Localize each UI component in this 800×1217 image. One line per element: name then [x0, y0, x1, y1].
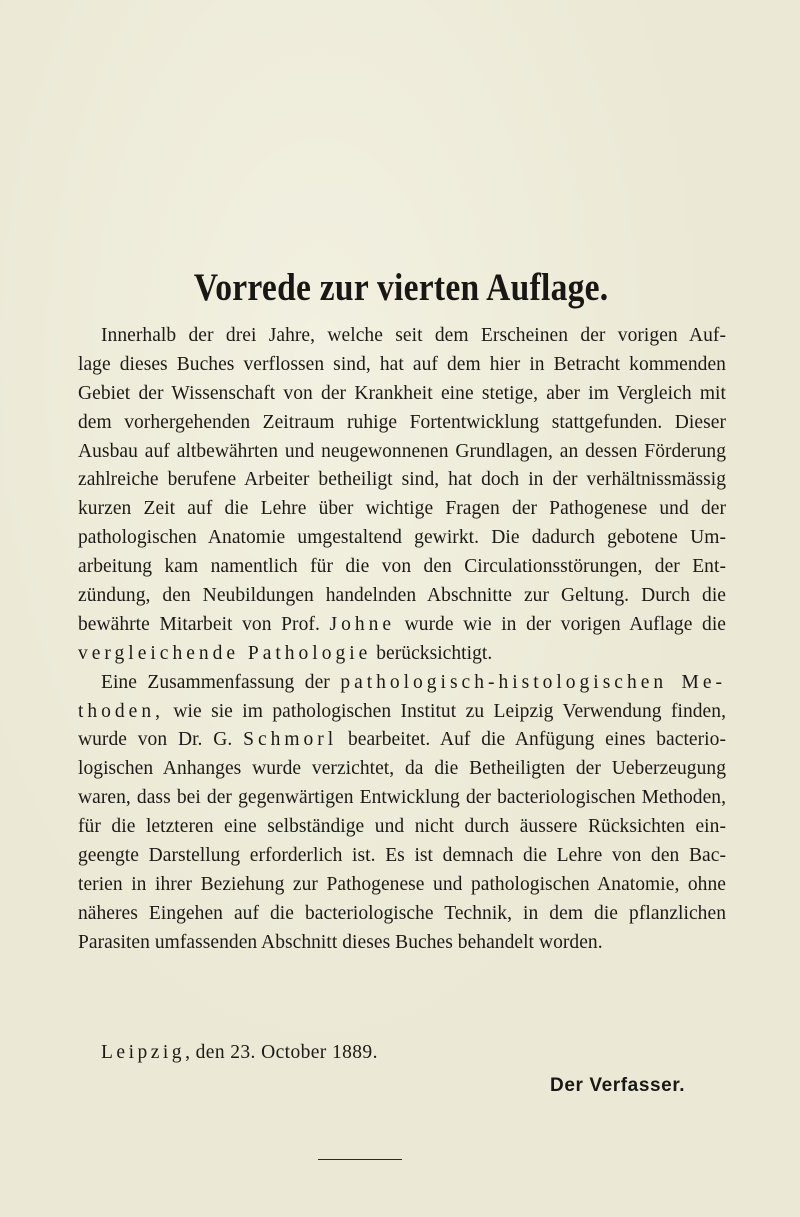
emphasized-term: vergleichende Pathologie	[78, 642, 372, 664]
place-name: Leipzig	[101, 1042, 186, 1063]
text-run: wurde wie in der vorigen Auflage die	[395, 613, 727, 635]
dateline	[101, 1042, 378, 1064]
text-line: lage dieses Buches verflossen sind, hat auf dem hier in Betracht kommenden	[78, 353, 726, 375]
text-line: zahlreiche berufene Arbeiter betheiligt sind, hat doch in der verhältnissmässig	[78, 469, 726, 491]
text-line: geengte Darstellung erforderlich ist. Es ist demnach die Lehre von den Bac-	[78, 845, 726, 867]
text-run: berücksichtigt.	[371, 642, 493, 664]
text-line	[78, 669, 726, 698]
place-date	[101, 1042, 378, 1063]
preface-title: Vorrede zur vierten Auflage.	[193, 266, 609, 309]
closing-rule	[318, 1159, 402, 1160]
text-line	[78, 640, 726, 669]
text-line: Gebiet der Wissenschaft von der Krankheit eine stetige, aber im Vergleich mit	[78, 382, 726, 404]
text-line: waren, dass bei der gegenwärtigen Entwicklung der bacteriologischen Methoden,	[78, 787, 726, 809]
signature: Der Verfasser.	[550, 1075, 686, 1096]
emphasized-name: Schmorl	[243, 729, 338, 751]
text-line: näheres Eingehen auf die bacteriologische Technik, in dem die pflanzlichen	[78, 902, 726, 924]
text-line	[78, 698, 726, 727]
text-line: Parasiten umfassenden Abschnitt dieses Buches behandelt worden.	[78, 931, 603, 953]
text-line: für die letzteren eine selbständige und nicht durch äussere Rücksichten ein-	[78, 816, 726, 838]
text-line: terien in ihrer Beziehung zur Pathogenese und pathologischen Anatomie, ohne	[78, 873, 726, 895]
text-line: Innerhalb der drei Jahre, welche seit dem Erscheinen der vorigen Auf-	[101, 325, 726, 346]
emphasized-term: pathologisch-histologischen Me-	[340, 671, 727, 693]
text-line: pathologischen Anatomie umgestaltend gewirkt. Die dadurch gebotene Um-	[78, 527, 726, 549]
text-run: wie sie im pathologischen Institut zu Leipzig Verwendung finden,	[163, 700, 726, 722]
text-run: wurde von Dr. G.	[78, 729, 244, 751]
text-line: zündung, den Neubildungen handelnden Abschnitte zur Geltung. Durch die	[78, 585, 726, 607]
text-run: bearbeitet. Auf die Anfügung eines bacterio-	[337, 729, 726, 751]
text-line: logischen Anhanges wurde verzichtet, da die Betheiligten der Ueberzeugung	[78, 758, 726, 780]
text-line: Ausbau auf altbewährten und neugewonnenen Grundlagen, an dessen Förderung	[78, 440, 726, 462]
text-line: arbeitung kam namentlich für die von den Circulationsstörungen, der Ent-	[78, 556, 726, 578]
preface-body	[78, 322, 726, 958]
emphasized-name: Johne	[329, 613, 396, 635]
text-line: dem vorhergehenden Zeitraum ruhige Fortentwicklung stattgefunden. Dieser	[78, 411, 726, 433]
date-text: , den 23. October 1889.	[185, 1042, 378, 1063]
emphasized-term: thoden,	[78, 700, 164, 722]
text-line: kurzen Zeit auf die Lehre über wichtige Fragen der Pathogenese und der	[78, 498, 726, 520]
text-line	[78, 611, 726, 640]
text-run: bewährte Mitarbeit von Prof.	[78, 613, 330, 635]
text-line	[78, 726, 726, 755]
text-run: Eine Zusammenfassung der	[101, 671, 341, 693]
